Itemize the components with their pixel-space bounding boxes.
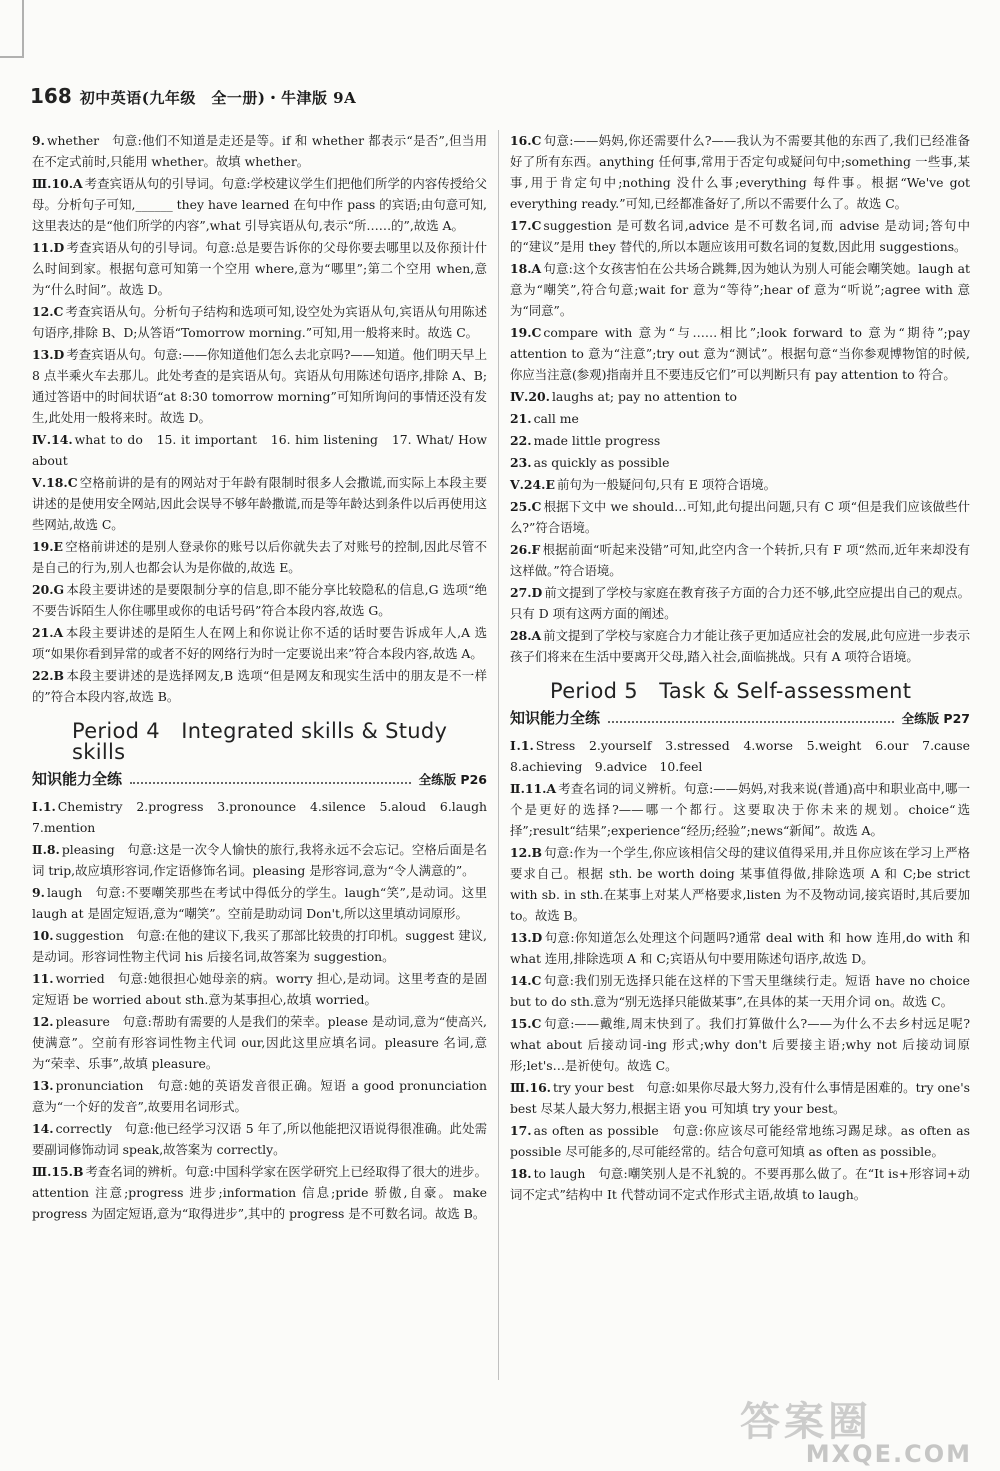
answer-item (510, 452, 970, 473)
page-number: 168 (30, 84, 72, 108)
answer-text: 前文提到了学校与家庭合力才能让孩子更加适应社会的发展,此句应进一步表示孩子们将来在生活中要离开父母,踏入社会,面临挑战。只有 A 项符合语境。 (510, 628, 970, 664)
answer-item (32, 796, 500, 838)
answer-text: 句意:这个女孩害怕在公共场合跳舞,因为她认为别人可能会嘲笑她。laugh at 意为“嘲笑”,符合句意;wait for 意为“等待”;hear of 意为“听说”;agree with 意为“同意”。 (510, 261, 970, 318)
answer-item (510, 386, 970, 407)
answer-item (510, 927, 970, 969)
answer-item (510, 539, 970, 581)
answer-item (510, 735, 983, 777)
answer-text: correctly 句意:他已经学习汉语 5 年了,所以他能把汉语说得很准确。此处需要副词修饰动词 speak,故答案为 correctly。 (32, 1121, 487, 1157)
period5-section-bar (510, 708, 970, 729)
answer-text: try your best 句意:如果你尽最大努力,没有什么事情是困难的。try one's best 尽某人最大努力,根据主语 you 可知填 try your best。 (510, 1080, 970, 1116)
answer-number: Ⅴ.18.C (32, 475, 78, 490)
answer-text: to laugh 句意:嘲笑别人是不礼貌的。不要再那么做了。在“It is+形容词+动词不定式”结构中 It 代替动词不定式作形式主语,故填 to laugh。 (510, 1166, 970, 1202)
answer-number: 21. (510, 411, 532, 426)
answer-number: Ⅴ.24.E (510, 477, 555, 492)
answer-text: made little progress (533, 433, 661, 448)
answer-text: worried 句意:她很担心她母亲的病。worry 担心,是动词。这里考查的是固定短语 be worried about sth.意为某事担心,故填 worried。 (32, 971, 487, 1007)
answer-item (32, 173, 487, 236)
answer-number: 20.G (32, 582, 65, 597)
answer-text: Stress 2.yourself 3.stressed 4.worse 5.weight 6.our 7.cause 8.achieving 9.advice 10.feel (510, 738, 983, 774)
answer-item (32, 472, 487, 535)
answer-text: 空格前讲的是有的网站对于年龄有限制时很多人会撒谎,而实际上本段主要讲述的是使用安全网站,因此会误导不够年龄撒谎,而是等年龄达到条件以后再使用这些网站,故选 C。 (32, 475, 487, 532)
answer-item (510, 625, 970, 667)
watermark-logo: 答案圈 (740, 1399, 872, 1445)
answer-text: 句意:你知道怎么处理这个问题吗?通常 deal with 和 how 连用,do with 和 what 连用,排除选项 A 和 C;宾语从句中要用陈述句语序,故选 D。 (510, 930, 970, 966)
answer-text: what to do 15. it important 16. him listening 17. What/ How about (32, 432, 487, 468)
book-title: 初中英语(九年级 全一册)・牛津版 9A (79, 89, 357, 107)
answer-text: 空格前讲述的是别人登录你的账号以后你就失去了对账号的控制,因此尽管不是自己的行为,别人也都会认为是你做的,故选 E。 (32, 539, 487, 575)
answer-number: 11.D (32, 240, 65, 255)
answer-item (32, 925, 487, 967)
answer-item (510, 258, 970, 321)
answer-number: Ⅱ.11.A (510, 781, 557, 796)
column-divider (498, 130, 499, 1380)
answer-item (510, 842, 970, 926)
answer-text: 考查宾语从句。句意:——你知道他们怎么去北京吗?——知道。他们明天早上 8 点半乘火车去那儿。此处考查的是宾语从句。宾语从句用陈述句语序,排除 A、B;通过答语中的时间状语“at 8:30 tomorrow morning”可知所询问的事情还没有发生,此处用一般将来时。故选 D。 (32, 347, 487, 425)
answer-item (32, 882, 487, 924)
answer-text: 句意:——妈妈,你还需要什么?——我认为不需要其他的东西了,我们已经准备好了所有东西。anything 任何事,常用于否定句或疑问句中;something 一些事,某事,用于肯定句中;nothing 没什么事;everything 每件事。根据“We've got everything ready.”可知,已经都准备好了,所以不需要什么了。故选 C。 (510, 133, 970, 211)
answer-number: 26.F (510, 542, 541, 557)
answer-text: compare with 意为“与……相比”;look forward to 意为“期待”;pay attention to 意为“注意”;try out 意为“测试”。根据句意“当你参观博物馆的时候,你应当注意(参观)指南并且不要违反它们”可以判断只有 pay attention to 符合。 (510, 325, 970, 382)
right-answers-bottom (510, 735, 983, 1205)
answer-item (32, 536, 487, 578)
period4-title: Period 4 Integrated skills & Study skills (72, 719, 448, 764)
answer-item (32, 1075, 487, 1117)
answer-number: 9. (32, 885, 45, 900)
answer-text: suggestion 句意:在他的建议下,我买了那部比较贵的打印机。suggest 建议,是动词。形容词性物主代词 his 后接名词,故答案为 suggestion。 (32, 928, 487, 964)
period4-section-bar (32, 769, 487, 790)
answer-item (510, 474, 970, 495)
answer-text: 前句为一般疑问句,只有 E 项符合语境。 (556, 477, 777, 492)
answer-text: 考查名词的辨析。句意:中国科学家在医学研究上已经取得了很大的进步。attention 注意;progress 进步;information 信息;pride 骄傲,自豪。make progress 为固定短语,意为“取得进步”,其中的 progress 是不可数名词。故选 B。 (32, 1164, 487, 1221)
answer-number: 27.D (510, 585, 543, 600)
answer-item (32, 344, 487, 428)
answer-number: 14. (32, 1121, 54, 1136)
answer-number: 18. (510, 1166, 532, 1181)
dotted-leader (608, 711, 894, 723)
answer-item (32, 301, 487, 343)
section-label: 知识能力全练 (510, 709, 601, 727)
answer-item (32, 1118, 487, 1160)
answer-item (32, 622, 487, 664)
answer-text: 考查宾语从句的引导词。句意:学校建议学生们把他们所学的内容传授给父母。分析句子可知,______ they have learned 在句中作 pass 的宾语;由句意可知,这里表达的是“他们所学的内容”,what 引导宾语从句,表示“所……的”,故选 A。 (32, 176, 487, 233)
page-header (30, 84, 970, 124)
answer-item (510, 1163, 970, 1205)
answer-item (510, 496, 970, 538)
answer-item (32, 1011, 487, 1074)
left-column (32, 130, 500, 1225)
answer-text: laughs at; pay no attention to (551, 389, 738, 404)
answer-text: as often as possible 句意:你应该尽可能经常地练习踢足球。as often as possible 尽可能多的,尽可能经常的。结合句意可知填 as often as possible。 (510, 1123, 970, 1159)
section-ref: 全练版 P27 (901, 711, 970, 726)
answer-number: 11. (32, 971, 54, 986)
answer-number: 16.C (510, 133, 542, 148)
left-answers-top (32, 130, 487, 707)
answer-number: 19.E (32, 539, 64, 554)
answer-item (32, 1161, 487, 1224)
answer-text: pleasing 句意:这是一次令人愉快的旅行,我将永远不会忘记。空格后面是名词 trip,故应填形容词,作定语修饰名词。pleasing 是形容词,意为“令人满意的”。 (32, 842, 487, 878)
answer-item (510, 430, 970, 451)
answer-number: Ⅱ.8. (32, 842, 60, 857)
left-answers-bottom (32, 796, 500, 1224)
answer-text: as quickly as possible (533, 455, 670, 470)
answer-number: 22.B (32, 668, 65, 683)
answer-text: pronunciation 句意:她的英语发音很正确。短语 a good pronunciation 意为“一个好的发音”,故要用名词形式。 (32, 1078, 487, 1114)
answer-number: 22. (510, 433, 532, 448)
right-column (510, 130, 983, 1206)
answer-number: 17.C (510, 218, 542, 233)
answer-number: 10. (32, 928, 54, 943)
answer-number: 14.C (510, 973, 542, 988)
answer-item (510, 778, 970, 841)
answer-text: whether 句意:他们不知道是走还是等。if 和 whether 都表示“是否”,但当用在不定式前时,只能用 whether。故填 whether。 (32, 133, 487, 169)
answer-item (32, 839, 487, 881)
answer-item (510, 322, 970, 385)
answer-item (32, 968, 487, 1010)
answer-number: Ⅲ.15.B (32, 1164, 84, 1179)
answer-number: 12.C (32, 304, 64, 319)
answer-text: 本段主要讲述的是选择网友,B 选项“但是网友和现实生活中的朋友是不一样的”符合本段内容,故选 B。 (32, 668, 487, 704)
answer-number: 25.C (510, 499, 542, 514)
answer-item (32, 130, 487, 172)
answer-number: Ⅲ.10.A (32, 176, 83, 191)
answer-number: 13.D (510, 930, 543, 945)
answer-text: 句意:作为一个学生,你应该相信父母的建议值得采用,并且你应该在学习上严格要求自己。根据 sth. be worth doing 某事值得做,排除选项 A 和 C;be strict with sb. in sth.在某事上对某人严格要求,listen 为不及物动词,接宾语时,其后要加 to。故选 B。 (510, 845, 970, 923)
answer-item (32, 665, 487, 707)
dotted-leader (130, 772, 411, 784)
answer-item (32, 579, 487, 621)
answer-text: laugh 句意:不要嘲笑那些在考试中得低分的学生。laugh“笑”,是动词。这里 laugh at 是固定短语,意为“嘲笑”。空前是助动词 Don't,所以这里填动词原形。 (32, 885, 487, 921)
right-answers-top (510, 130, 970, 667)
answer-number: 13.D (32, 347, 65, 362)
answer-number: 12. (32, 1014, 54, 1029)
corner-crop-mark (0, 0, 24, 58)
answer-number: Ⅳ.20. (510, 389, 550, 404)
answer-number: 21.A (32, 625, 64, 640)
answer-item (510, 408, 970, 429)
answer-text: 本段主要讲述的是要限制分享的信息,即不能分享比较隐私的信息,G 选项“绝不要告诉陌生人你住哪里或你的电话号码”符合本段内容,故选 G。 (32, 582, 487, 618)
answer-number: Ⅰ.1. (32, 799, 56, 814)
answer-number: 12.B (510, 845, 543, 860)
answer-number: 13. (32, 1078, 54, 1093)
answer-item (510, 582, 970, 624)
answer-text: 句意:我们别无选择只能在这样的下雪天里继续行走。短语 have no choice but to do sth.意为“别无选择只能做某事”,在具体的某一天用介词 on。故选 C。 (510, 973, 970, 1009)
answer-item (510, 1077, 970, 1119)
answer-number: 28.A (510, 628, 542, 643)
answer-text: 前文提到了学校与家庭在教育孩子方面的合力还不够,此空应提出自己的观点。只有 D 项有这两方面的阐述。 (510, 585, 970, 621)
answer-text: Chemistry 2.progress 3.pronounce 4.silence 5.aloud 6.laugh 7.mention (32, 799, 500, 835)
answer-item (32, 429, 487, 471)
answer-text: 句意:——戴维,周末快到了。我们打算做什么?——为什么不去乡村远足呢?what about 后接动词-ing 形式;why don't 后要接主语;why not 后接动词原形;let's…是祈使句。故选 C。 (510, 1016, 970, 1073)
answer-number: 18.A (510, 261, 542, 276)
answer-number: Ⅰ.1. (510, 738, 534, 753)
answer-number: 23. (510, 455, 532, 470)
answer-text: call me (533, 411, 579, 426)
answer-item (32, 237, 487, 300)
answer-text: 考查宾语从句。分析句子结构和选项可知,设空处为宾语从句,宾语从句用陈述句语序,排除 B、D;从答语“Tomorrow morning.”可知,用一般将来时。故选 C。 (32, 304, 487, 340)
watermark-url: MXQE.COM (805, 1440, 972, 1468)
answer-item (510, 215, 970, 257)
answer-item (510, 130, 970, 214)
answer-text: 本段主要讲述的是陌生人在网上和你说让你不适的话时要告诉成年人,A 选项“如果你看到异常的或者不好的网络行为时一定要说出来”符合本段内容,故选 A。 (32, 625, 487, 661)
section-label: 知识能力全练 (32, 770, 123, 788)
answer-text: 考查名词的词义辨析。句意:——妈妈,对我来说(普通)高中和职业高中,哪一个是更好的选择?——哪一个都行。这要取决于你未来的规划。choice“选择”;result“结果”;experience“经历;经验”;news“新闻”。故选 A。 (510, 781, 970, 838)
answer-number: Ⅳ.14. (32, 432, 73, 447)
answer-item (510, 970, 970, 1012)
answer-item (510, 1013, 970, 1076)
answer-text: 根据前面“听起来没错”可知,此空内含一个转折,只有 F 项“然而,近年来却没有这样做。”符合语境。 (510, 542, 970, 578)
answer-text: 根据下文中 we should…可知,此句提出问题,只有 C 项“但是我们应该做些什么?”符合语境。 (510, 499, 970, 535)
answer-number: 19.C (510, 325, 542, 340)
answer-number: 17. (510, 1123, 532, 1138)
answer-text: pleasure 句意:帮助有需要的人是我们的荣幸。please 是动词,意为“使高兴,使满意”。空前有形容词性物主代词 our,因此这里应填名词。pleasure 名词,意为“荣幸、乐事”,故填 pleasure。 (32, 1014, 487, 1071)
section-ref: 全练版 P26 (418, 772, 487, 787)
answer-item (510, 1120, 970, 1162)
answer-number: 9. (32, 133, 45, 148)
answer-number: 15.C (510, 1016, 542, 1031)
period5-title: Period 5 Task & Self-assessment (550, 679, 912, 703)
answer-text: suggestion 是可数名词,advice 是不可数名词,而 advise 是动词;答句中的“建议”是用 they 替代的,所以本题应该用可数名词的复数,因此用 suggestions。 (510, 218, 970, 254)
answer-number: Ⅲ.16. (510, 1080, 552, 1095)
answer-text: 考查宾语从句的引导词。句意:总是要告诉你的父母你要去哪里以及你预计什么时间到家。根据句意可知第一个空用 where,意为“哪里”;第二个空用 when,意为“什么时间”。故选 D。 (32, 240, 487, 297)
